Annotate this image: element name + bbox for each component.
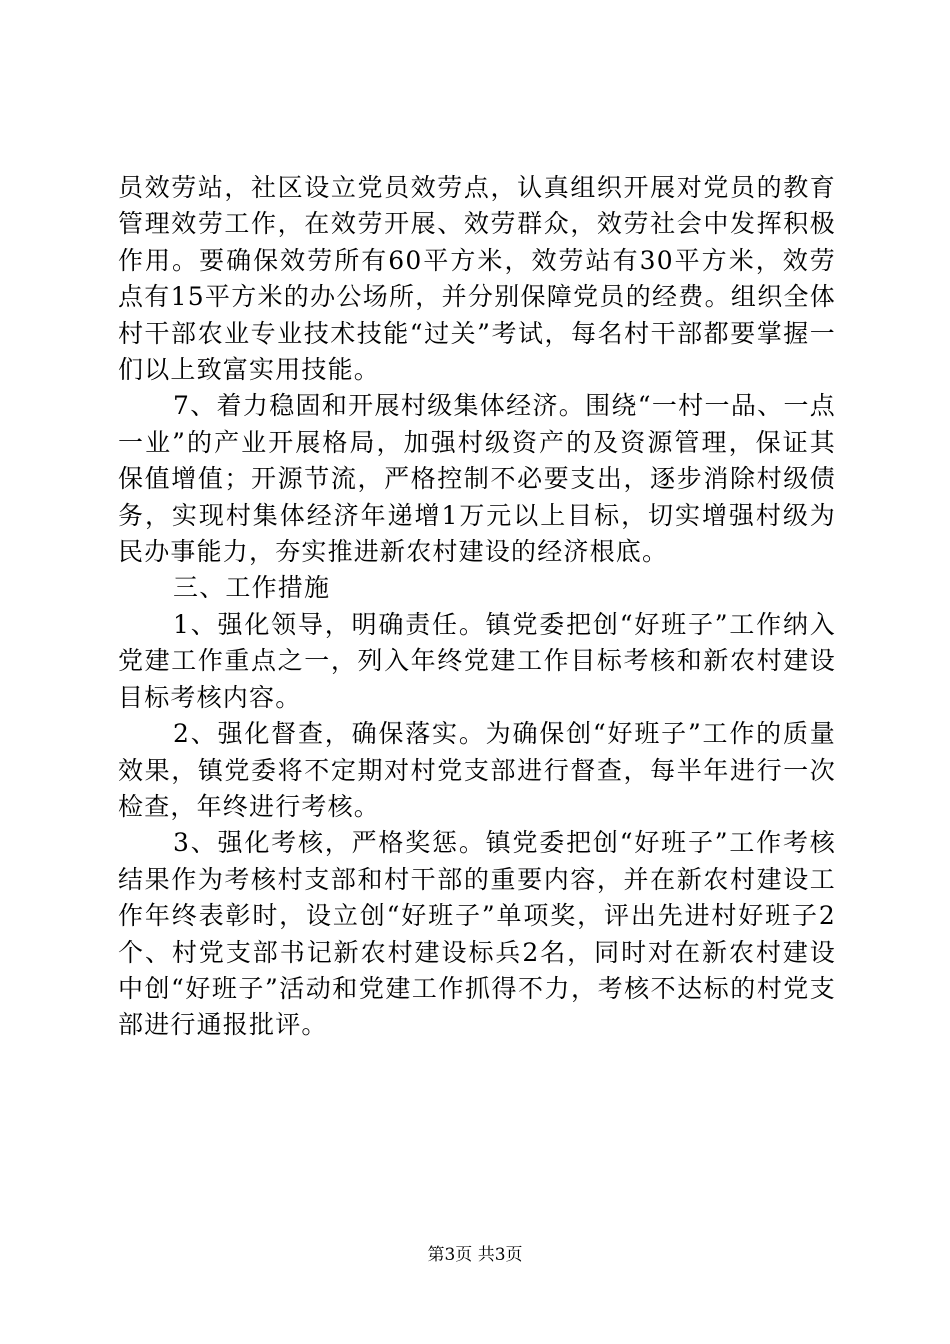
paragraph-item-7: 7、着力稳固和开展村级集体经济。围绕“一村一品、一点一业”的产业开展格局，加强村级资产的及资源管理，保证其保值增值；开源节流，严格控制不必要支出，逐步消除村级债务，实现村集体经济年递增1万元以上目标，切实增强村级为民办事能力，夯实推进新农村建设的经济根底。 — [118, 391, 836, 567]
paragraph-continuation: 员效劳站，社区设立党员效劳点，认真组织开展对党员的教育管理效劳工作，在效劳开展、效劳群众，效劳社会中发挥积极作用。要确保效劳所有60平方米，效劳站有30平方米，效劳点有15平方米的办公场所，并分别保障党员的经费。组织全体村干部农业专业技术技能“过关”考试，每名村干部都要掌握一们以上致富实用技能。 — [118, 173, 836, 385]
document-body — [118, 170, 836, 1044]
paragraph-measure-3: 3、强化考核，严格奖惩。镇党委把创“好班子”工作考核结果作为考核村支部和村干部的重要内容，并在新农村建设工作年终表彰时，设立创“好班子”单项奖，评出先进村好班子2个、村党支部书记新农村建设标兵2名，同时对在新农村建设中创“好班子”活动和党建工作抓得不力，考核不达标的村党支部进行通报批评。 — [118, 828, 836, 1040]
section-heading-work-measures: 三、工作措施 — [173, 573, 331, 603]
page-number-label: 第3页 共3页 — [427, 1245, 523, 1265]
page-footer — [0, 1244, 950, 1266]
paragraph-measure-1: 1、强化领导，明确责任。镇党委把创“好班子”工作纳入党建工作重点之一，列入年终党建工作目标考核和新农村建设目标考核内容。 — [118, 609, 836, 712]
paragraph-measure-2: 2、强化督查，确保落实。为确保创“好班子”工作的质量效果，镇党委将不定期对村党支部进行督查，每半年进行一次检查，年终进行考核。 — [118, 719, 836, 821]
